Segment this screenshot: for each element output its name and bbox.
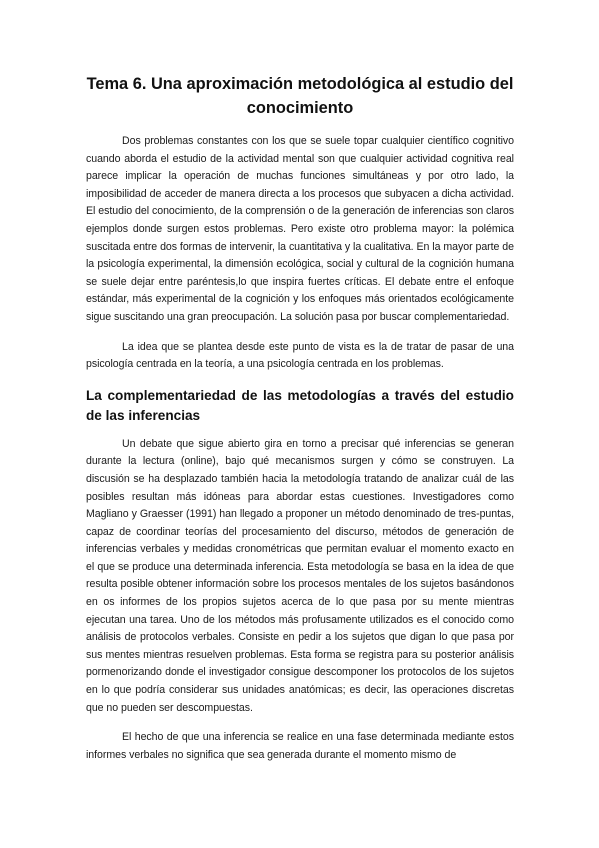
document-body bbox=[86, 72, 514, 776]
document-title: Tema 6. Una aproximación metodológica al estudio del conocimiento bbox=[86, 75, 514, 117]
section-heading: La complementariedad de las metodologías a través del estudio de las inferencias bbox=[86, 387, 514, 423]
paragraph-3: Un debate que sigue abierto gira en torno a precisar qué inferencias se generan durante la lectura (online), bajo qué mecanismos surgen y cómo se construyen. La discusión se ha desplazado también hacia la metodología tratando de analizar cuál de las posibles resultan más idóneas para abordar estas cuestiones. Investigadores como Magliano y Graesser (1991) han llegado a proponer un método denominado de tres-puntas, capaz de coordinar teorías del procesamiento del discurso, métodos de generación de inferencias verbales y medidas cronométricas que permitan evaluar el momento exacto en el que se produce una determinada inferencia. Esta metodología se basa en la idea de que resulta posible obtener información sobre los procesos mentales de los sujetos basándonos en os informes de los propios sujetos acerca de lo que pasa por su mente mientras ejecutan una tarea. Uno de los métodos más profusamente utilizados es el conocido como análisis de protocolos verbales. Consiste en pedir a los sujetos que digan lo que pasa por sus mentes mientras resuelven problemas. Esta forma se registra para su posterior análisis pormenorizando donde el investigador consigue descomponer los protocolos de los sujetos en lo que podría considerar sus unidades anatómicas; es decir, las operaciones discretas que no pueden ser descompuestas. bbox=[86, 437, 514, 714]
paragraph-4: El hecho de que una inferencia se realice en una fase determinada mediante estos informes verbales no significa que sea generada durante el momento mismo de bbox=[86, 731, 514, 761]
paragraph-2: La idea que se plantea desde este punto de vista es la de tratar de pasar de una psicología centrada en la teoría, a una psicología centrada en los problemas. bbox=[86, 340, 514, 371]
paragraph-1: Dos problemas constantes con los que se suele topar cualquier científico cognitivo cuando aborda el estudio de la actividad mental son que cualquier actividad cognitiva real parece implicar la operación de muchas funciones simultáneas y por otro lado, la imposibilidad de acceder de manera directa a los procesos que subyacen a dicha actividad. El estudio del conocimiento, de la comprensión o de la generación de inferencias son claros ejemplos donde surgen estos problemas. Pero existe otro problema mayor: la polémica suscitada entre dos formas de intervenir, la cuantitativa y la cualitativa. En la mayor parte de la psicología experimental, la dimensión ecológica, social y cultural de la cognición humana se suele dejar entre paréntesis,lo que inspira fuertes críticas. El debate entre el enfoque estándar, más experimental de la cognición y los enfoques más orientados ecológicamente sigue suscitando una gran preocupación. La solución pasa por buscar complementariedad. bbox=[86, 135, 514, 323]
